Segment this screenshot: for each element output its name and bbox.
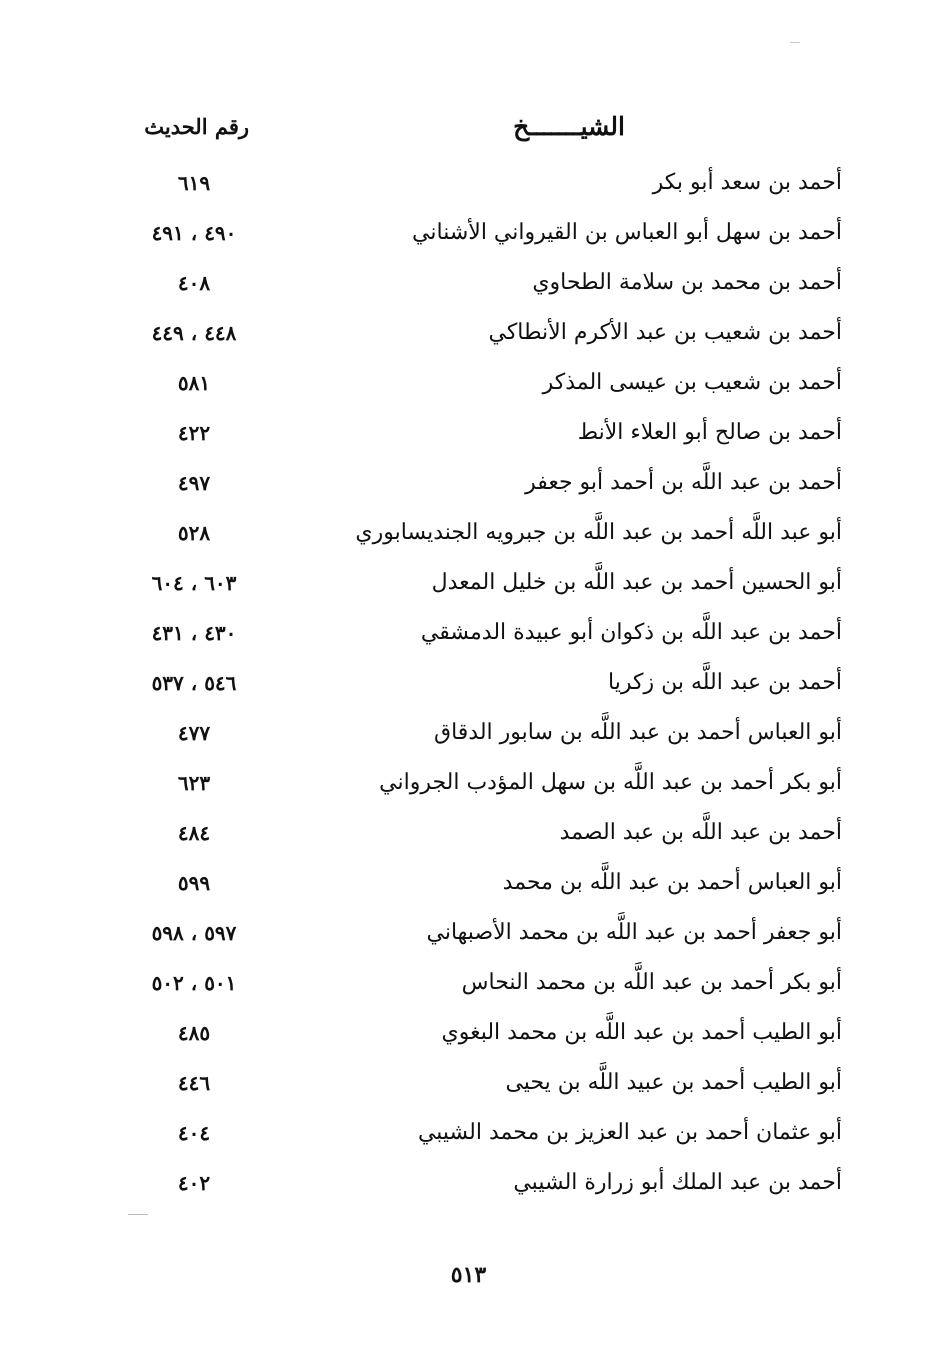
hadith-number: ٦٢٣ xyxy=(177,771,211,795)
sheikh-name: أبو بكر أحمد بن عبد اللَّه بن محمد النحاس xyxy=(461,970,842,995)
list-item xyxy=(0,262,937,312)
footer-rule xyxy=(128,1214,148,1215)
sheikh-name: أحمد بن صالح أبو العلاء الأنط xyxy=(577,420,842,445)
sheikh-name: أحمد بن عبد اللَّه بن زكريا xyxy=(608,670,842,695)
sheikh-name: أحمد بن سعد أبو بكر xyxy=(652,170,842,195)
list-item xyxy=(0,1062,937,1112)
hadith-number: ٥٠١ ، ٥٠٢ xyxy=(151,971,237,995)
sheikh-name: أحمد بن محمد بن سلامة الطحاوي xyxy=(532,270,842,295)
list-item xyxy=(0,362,937,412)
table-header xyxy=(0,112,937,152)
list-item xyxy=(0,562,937,612)
sheikh-name: أبو بكر أحمد بن عبد اللَّه بن سهل المؤدب الجرواني xyxy=(379,770,842,795)
list-item xyxy=(0,962,937,1012)
hadith-number: ٤٤٨ ، ٤٤٩ xyxy=(151,321,237,345)
column-header-hadith-number: رقم الحديث xyxy=(144,114,249,139)
sheikh-name: أبو عبد اللَّه أحمد بن عبد اللَّه بن جبرويه الجنديسابوري xyxy=(355,520,842,545)
sheikh-name: أحمد بن عبد اللَّه بن ذكوان أبو عبيدة الدمشقي xyxy=(420,620,842,645)
hadith-number: ٤٩٠ ، ٤٩١ xyxy=(151,221,237,245)
sheikh-name: أبو جعفر أحمد بن عبد اللَّه بن محمد الأصبهاني xyxy=(426,920,842,945)
scan-mark xyxy=(790,42,800,43)
hadith-number: ٤٤٦ xyxy=(177,1071,211,1095)
hadith-number: ٤٢٢ xyxy=(177,421,211,445)
hadith-number: ٥٨١ xyxy=(177,371,211,395)
list-item xyxy=(0,662,937,712)
hadith-number: ٤٨٤ xyxy=(177,821,211,845)
sheikh-name: أبو عثمان أحمد بن عبد العزيز بن محمد الشيبي xyxy=(417,1120,842,1145)
list-item xyxy=(0,212,937,262)
list-item xyxy=(0,162,937,212)
sheikh-name: أحمد بن شعيب بن عبد الأكرم الأنطاكي xyxy=(488,320,842,345)
sheikh-name: أحمد بن شعيب بن عيسى المذكر xyxy=(542,370,842,395)
sheikh-name: أبو العباس أحمد بن عبد اللَّه بن سابور الدقاق xyxy=(434,720,842,745)
sheikh-list xyxy=(0,162,937,1212)
sheikh-name: أبو العباس أحمد بن عبد اللَّه بن محمد xyxy=(502,870,842,895)
page-number: ٥١٣ xyxy=(450,1262,487,1288)
list-item xyxy=(0,712,937,762)
list-item xyxy=(0,612,937,662)
hadith-number: ٥٤٦ ، ٥٣٧ xyxy=(151,671,237,695)
hadith-number: ٦٠٣ ، ٦٠٤ xyxy=(151,571,237,595)
list-item xyxy=(0,462,937,512)
list-item xyxy=(0,512,937,562)
hadith-number: ٤٩٧ xyxy=(177,471,211,495)
hadith-number: ٤٠٤ xyxy=(177,1121,211,1145)
list-item xyxy=(0,412,937,462)
hadith-number: ٦١٩ xyxy=(177,171,211,195)
list-item xyxy=(0,862,937,912)
hadith-number: ٤٧٧ xyxy=(177,721,211,745)
sheikh-name: أحمد بن عبد اللَّه بن أحمد أبو جعفر xyxy=(525,470,842,495)
list-item xyxy=(0,812,937,862)
sheikh-name: أحمد بن عبد اللَّه بن عبد الصمد xyxy=(559,820,842,845)
list-item xyxy=(0,762,937,812)
hadith-number: ٥٢٨ xyxy=(177,521,211,545)
sheikh-name: أحمد بن عبد الملك أبو زرارة الشيبي xyxy=(513,1170,842,1195)
hadith-number: ٤٣٠ ، ٤٣١ xyxy=(151,621,237,645)
sheikh-name: أبو الطيب أحمد بن عبد اللَّه بن محمد البغوي xyxy=(441,1020,842,1045)
list-item xyxy=(0,912,937,962)
sheikh-name: أحمد بن سهل أبو العباس بن القيرواني الأشناني xyxy=(412,220,842,245)
hadith-number: ٤٠٢ xyxy=(177,1171,211,1195)
sheikh-name: أبو الطيب أحمد بن عبيد اللَّه بن يحيى xyxy=(505,1070,842,1095)
list-item xyxy=(0,1162,937,1212)
hadith-number: ٤٠٨ xyxy=(177,271,211,295)
list-item xyxy=(0,1012,937,1062)
hadith-number: ٥٩٧ ، ٥٩٨ xyxy=(151,921,237,945)
hadith-number: ٤٨٥ xyxy=(177,1021,211,1045)
column-header-sheikh: الشيـــــــخ xyxy=(513,112,625,141)
hadith-number: ٥٩٩ xyxy=(177,871,211,895)
list-item xyxy=(0,1112,937,1162)
list-item xyxy=(0,312,937,362)
sheikh-name: أبو الحسين أحمد بن عبد اللَّه بن خليل المعدل xyxy=(431,570,842,595)
